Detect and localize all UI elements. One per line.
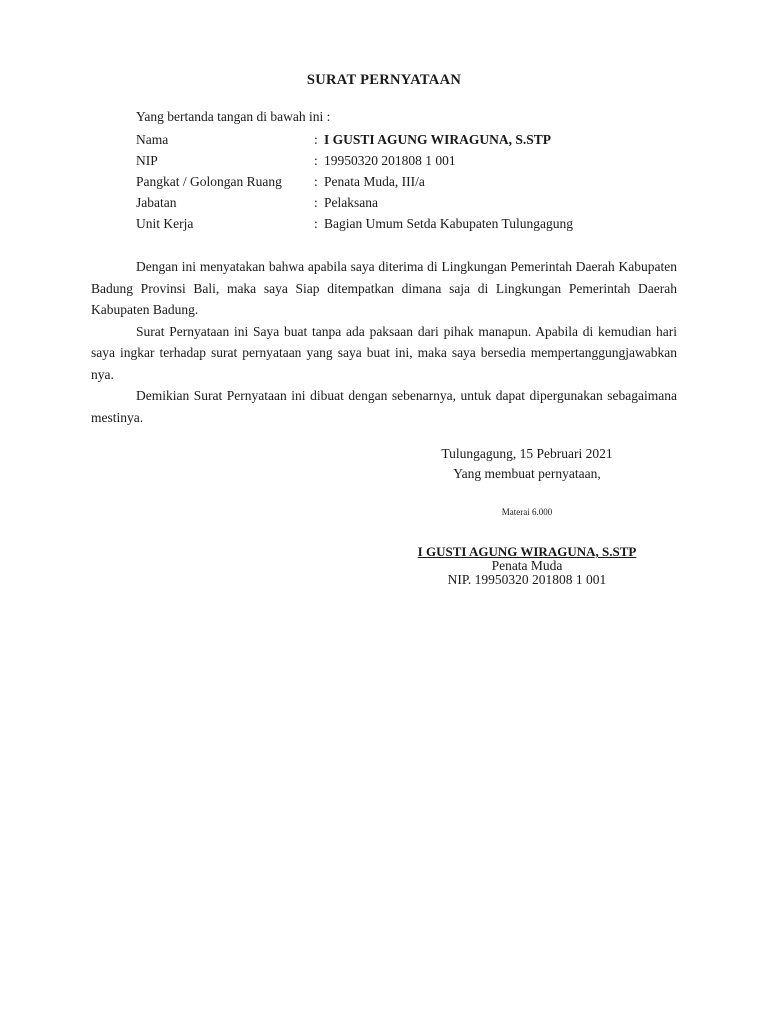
field-row-jabatan: [136, 192, 573, 213]
field-row-nama: [136, 129, 573, 150]
signer-name: I GUSTI AGUNG WIRAGUNA, S.STP: [417, 544, 637, 559]
identity-fields: [136, 129, 573, 234]
field-value: Pelaksana: [324, 195, 378, 210]
field-label: Unit Kerja: [136, 216, 194, 231]
stamp-note: Materai 6.000: [501, 507, 553, 517]
field-label: NIP: [136, 153, 158, 168]
signature-header: [368, 444, 686, 484]
field-colon: :: [314, 216, 318, 231]
field-row-unit-kerja: [136, 213, 573, 234]
field-value: Penata Muda, III/a: [324, 174, 425, 189]
field-colon: :: [314, 195, 318, 210]
field-colon: :: [314, 174, 318, 189]
field-colon: :: [314, 153, 318, 168]
place-date: Tulungagung, 15 Pebruari 2021: [441, 446, 613, 461]
field-value: Bagian Umum Setda Kabupaten Tulungagung: [324, 216, 573, 231]
field-row-nip: [136, 150, 573, 171]
signer-block: [368, 545, 686, 587]
intro-text: Yang bertanda tangan di bawah ini :: [136, 109, 331, 124]
field-label: Nama: [136, 132, 169, 147]
field-value: 19950320 201808 1 001: [324, 153, 456, 168]
document-title: SURAT PERNYATAAN: [306, 72, 462, 88]
statement-paragraph: Demikian Surat Pernyataan ini dibuat dengan sebenarnya, untuk dapat dipergunakan sebagaimana mestinya.: [91, 388, 677, 425]
statement-paragraph: Dengan ini menyatakan bahwa apabila saya diterima di Lingkungan Pemerintah Daerah Kabupaten Badung Provinsi Bali, maka saya Siap ditempatkan dimana saja di Lingkungan Pemerintah Daerah Kabupaten Badung.: [91, 259, 677, 317]
field-label: Pangkat / Golongan Ruang: [136, 174, 282, 189]
field-value: I GUSTI AGUNG WIRAGUNA, S.STP: [324, 132, 552, 147]
signer-rank: Penata Muda: [491, 558, 563, 573]
field-label: Jabatan: [136, 195, 177, 210]
statement-body: [91, 256, 677, 428]
signer-nip: NIP. 19950320 201808 1 001: [447, 572, 607, 587]
statement-paragraph: Surat Pernyataan ini Saya buat tanpa ada paksaan dari pihak manapun. Apabila di kemudian hari saya ingkar terhadap surat pernyataan yang saya buat ini, maka saya bersedia mempertanggungjawabkan nya.: [91, 323, 677, 382]
field-colon: :: [314, 132, 318, 147]
signer-caption: Yang membuat pernyataan,: [453, 466, 601, 481]
field-row-pangkat: [136, 171, 573, 192]
